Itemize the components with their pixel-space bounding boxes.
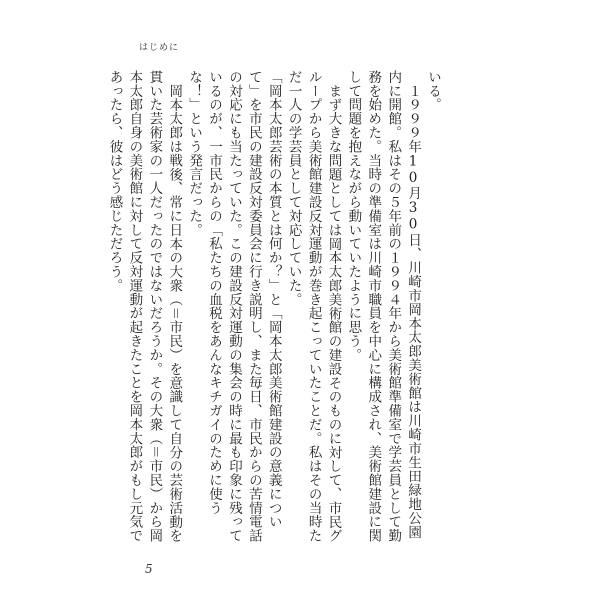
paragraph: いる。: [425, 70, 441, 112]
paragraph: 「岡本太郎芸術の本質とは何か？」と「岡本太郎美術館建設の意義について」を市民の建設反対委員会に行き説明し、また毎日、市民からの苦情電話の対応にも当たっていた。この建設反対運動の集会の時に最も印象に残っているのが、一市民からの「私たちの血税をあんなキチガイのために使うな！」という発言だった。: [186, 70, 282, 543]
paragraph: まず大きな問題としては岡本太郎美術館の建設そのものに対して、市民グループから美術館建設反対運動が巻き起こっていたことだ。私はその当時ただ一人の学芸員として対応していた。: [285, 70, 342, 543]
paragraph: 岡本太郎は戦後、常に日本の大衆（＝市民）を意識して自分の芸術活動を貫いた芸術家の一人だったのではないだろうか。その大衆（＝市民）から岡本太郎自身の美術館に対して反対運動が起きたことを岡本太郎がもし元気であったら、彼はどう感じただろう。: [106, 70, 183, 543]
page-number: 5: [145, 562, 153, 576]
running-head: はじめに: [139, 43, 180, 53]
body-text: [106, 70, 442, 548]
paragraph: １９９９年10月30日、川崎市岡本太郎美術館は川崎市生田緑地公園内に開館。私はその５年前の１９９４年から美術館準備室で学芸員として勤務を始めた。当時の準備室は川崎市職員を中心に構成され、美術館建設に関して問題を抱えながら動いていたように思う。: [345, 70, 422, 543]
